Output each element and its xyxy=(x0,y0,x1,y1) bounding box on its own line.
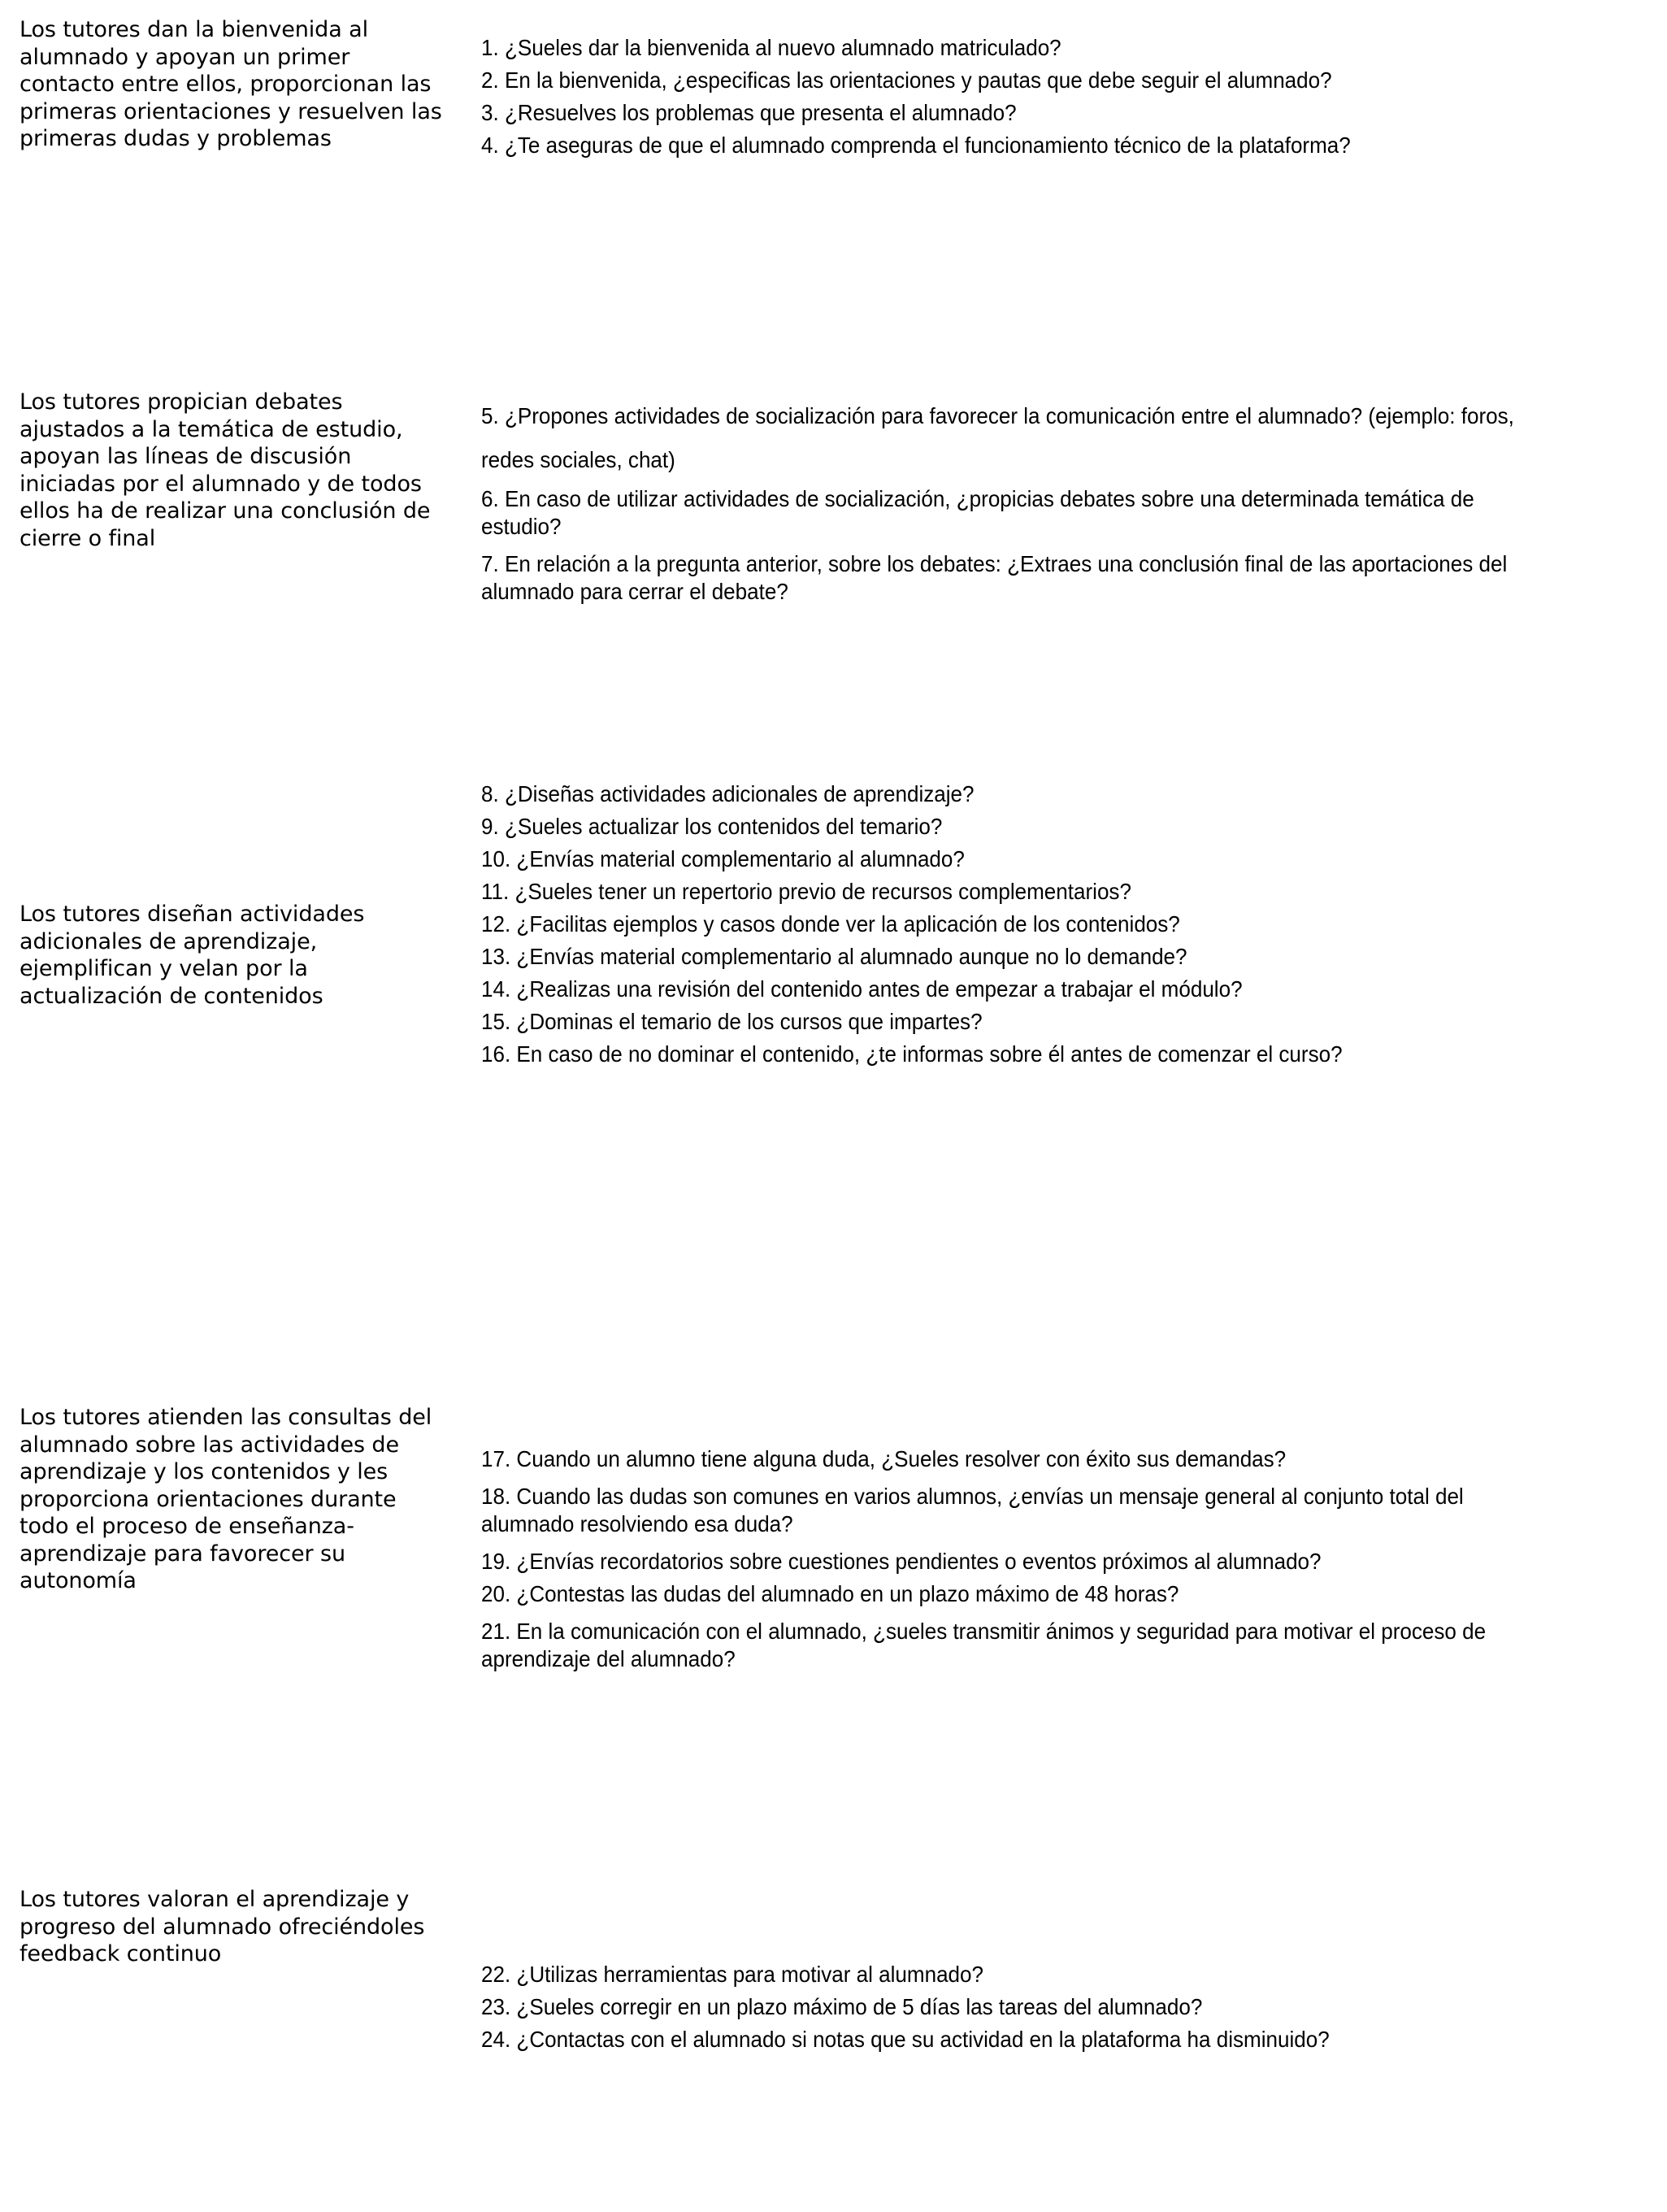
section-description-actividades: Los tutores diseñan actividades adicionales de aprendizaje, ejemplifican y velan por la actualización de contenidos xyxy=(20,902,365,1009)
question-item: 6. En caso de utilizar actividades de socialización, ¿propicias debates sobre una determinada temática de estudio? xyxy=(481,486,1474,539)
question-list-actividades xyxy=(481,780,1635,1068)
section-description-bienvenida: Los tutores dan la bienvenida al alumnado y apoyan un primer contacto entre ellos, proporcionan las primeras orientaciones y resuelven las primeras dudas y problemas xyxy=(20,17,442,151)
question-item: 12. ¿Facilitas ejemplos y casos donde ver la aplicación de los contenidos? xyxy=(481,911,1180,937)
section-description-debates: Los tutores propician debates ajustados a la temática de estudio, apoyan las líneas de discusión iniciadas por el alumnado y de todos ellos ha de realizar una conclusión de cierre o final xyxy=(20,389,431,551)
question-item: 7. En relación a la pregunta anterior, sobre los debates: ¿Extraes una conclusión final de las aportaciones del alumnado para cerrar el debate? xyxy=(481,551,1508,604)
question-item: 11. ¿Sueles tener un repertorio previo de recursos complementarios? xyxy=(481,879,1131,904)
question-item: 19. ¿Envías recordatorios sobre cuestiones pendientes o eventos próximos al alumnado? xyxy=(481,1549,1322,1574)
question-list-feedback xyxy=(481,1961,1635,2053)
question-list-consultas xyxy=(481,1445,1635,1673)
question-item: 17. Cuando un alumno tiene alguna duda, ¿Sueles resolver con éxito sus demandas? xyxy=(481,1446,1287,1471)
section-description-feedback: Los tutores valoran el aprendizaje y progreso del alumnado ofreciéndoles feedback continuo xyxy=(20,1887,425,1966)
question-item: 22. ¿Utilizas herramientas para motivar al alumnado? xyxy=(481,1962,984,1987)
question-item: 10. ¿Envías material complementario al alumnado? xyxy=(481,846,965,871)
question-item: 21. En la comunicación con el alumnado, ¿sueles transmitir ánimos y seguridad para motivar el proceso de aprendizaje del alumnado? xyxy=(481,1619,1487,1671)
question-item: 13. ¿Envías material complementario al alumnado aunque no lo demande? xyxy=(481,944,1187,969)
question-item: 3. ¿Resuelves los problemas que presenta el alumnado? xyxy=(481,100,1017,125)
question-item: 4. ¿Te aseguras de que el alumnado comprenda el funcionamiento técnico de la plataforma? xyxy=(481,133,1351,158)
question-item: 24. ¿Contactas con el alumnado si notas que su actividad en la plataforma ha disminuido? xyxy=(481,2027,1330,2052)
question-item: 14. ¿Realizas una revisión del contenido antes de empezar a trabajar el módulo? xyxy=(481,976,1243,1002)
question-item: 8. ¿Diseñas actividades adicionales de aprendizaje? xyxy=(481,781,975,806)
question-item: 2. En la bienvenida, ¿especificas las orientaciones y pautas que debe seguir el alumnado? xyxy=(481,67,1332,93)
question-item: 1. ¿Sueles dar la bienvenida al nuevo alumnado matriculado? xyxy=(481,35,1061,60)
question-item: 15. ¿Dominas el temario de los cursos que impartes? xyxy=(481,1009,983,1034)
question-item: 16. En caso de no dominar el contenido, ¿te informas sobre él antes de comenzar el curso? xyxy=(481,1041,1343,1067)
question-item: 20. ¿Contestas las dudas del alumnado en un plazo máximo de 48 horas? xyxy=(481,1581,1179,1606)
question-item: 18. Cuando las dudas son comunes en varios alumnos, ¿envías un mensaje general al conjunto total del alumnado resolviendo esa duda? xyxy=(481,1484,1464,1536)
question-list-bienvenida xyxy=(481,34,1635,159)
question-item: 9. ¿Sueles actualizar los contenidos del temario? xyxy=(481,814,943,839)
question-item: 5. ¿Propones actividades de socialización para favorecer la comunicación entre el alumnado? (ejemplo: foros, redes sociales, chat) xyxy=(481,403,1514,472)
section-description-consultas: Los tutores atienden las consultas del alumnado sobre las actividades de aprendizaje y los contenidos y les proporciona orientaciones durante todo el proceso de enseñanza-aprendizaje para favorecer su autonomía xyxy=(20,1405,432,1593)
question-list-debates xyxy=(481,394,1635,606)
question-item: 23. ¿Sueles corregir en un plazo máximo de 5 días las tareas del alumnado? xyxy=(481,1994,1203,2019)
